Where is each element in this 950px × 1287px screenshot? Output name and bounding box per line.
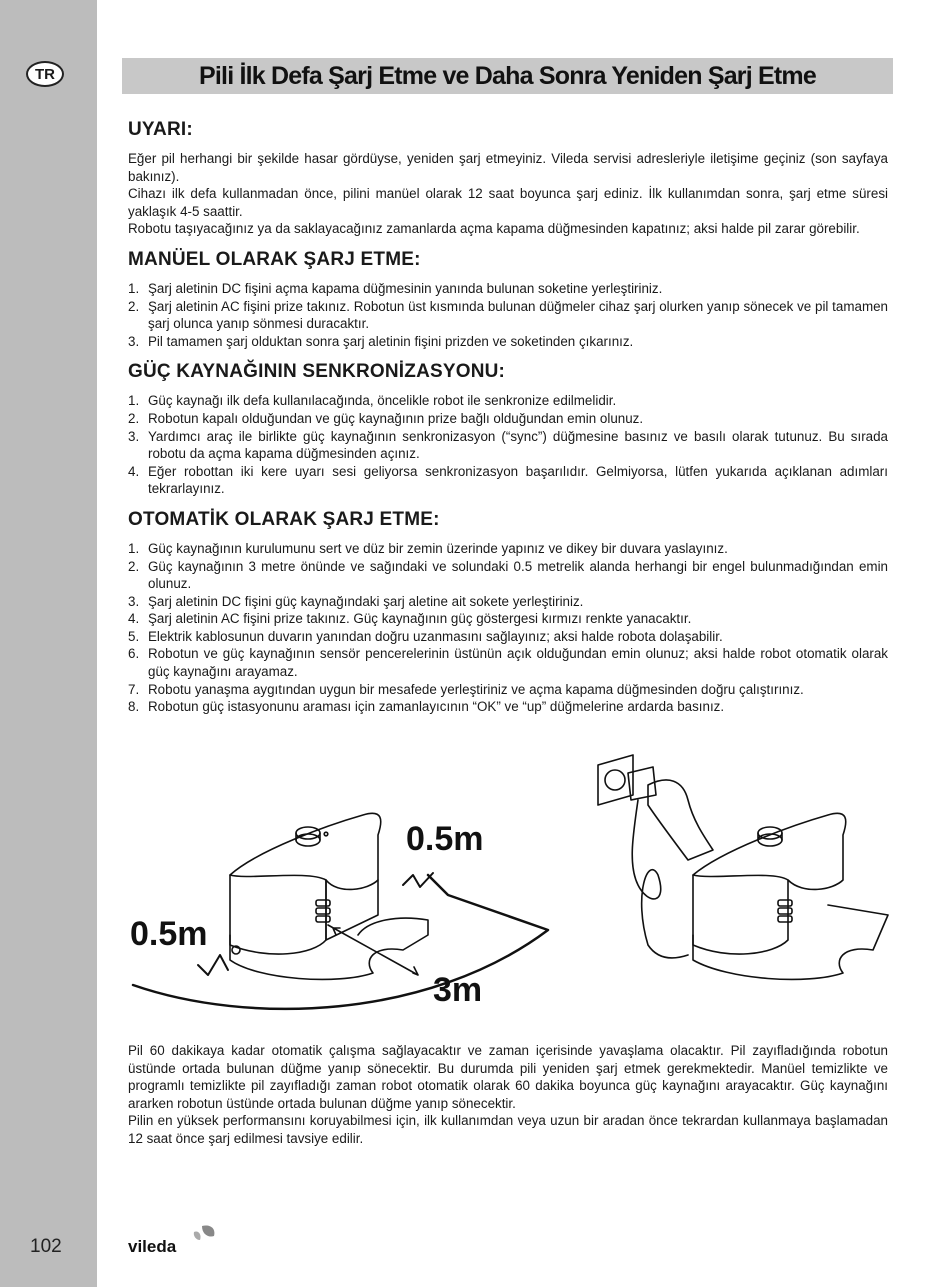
item-text: Eğer robottan iki kere uyarı sesi geliyorsa senkronizasyon başarılıdır. Gelmiyorsa, lütfen yukarıda açıklanan adımları tekrarlayınız. xyxy=(148,463,888,497)
list-item xyxy=(128,392,888,410)
label-front: 3m xyxy=(433,971,483,1009)
item-number: 2. xyxy=(128,410,140,426)
item-number: 3. xyxy=(128,333,140,349)
item-text: Yardımcı araç ile birlikte güç kaynağının senkronizasyon (“sync”) düğmesine basınız ve basılı olarak tutunuz. Bu sırada robotu da açma kapama düğmesinden açınız. xyxy=(148,428,888,462)
warning-paragraph: Cihazı ilk defa kullanmadan önce, pilini manüel olarak 12 saat boyunca şarj ediniz. İlk kullanımdan sonra, şarj etme süresi yaklaşık 4-5 saattir. xyxy=(128,186,888,219)
closing-paragraph: Pilin en yüksek performansını koruyabilmesi için, ilk kullanımdan veya uzun bir aradan önce tekrardan kullanmaya başlamadan 12 saat önce şarj edilmesi tavsiye edilir. xyxy=(128,1113,888,1146)
station-body-right xyxy=(693,875,788,954)
item-text: Şarj aletinin AC fişini prize takınız. Robotun üst kısmında bulunan düğmeler cihaz şarj olurken yanıp sönecek ve pil tamamen şarj olunca yanıp sönmesi duracaktır. xyxy=(148,298,888,332)
manual-charge-section xyxy=(128,248,888,350)
station-top xyxy=(230,813,381,889)
charging-station-illustration xyxy=(128,745,893,1015)
station-base xyxy=(230,918,428,979)
item-text: Robotun ve güç kaynağının sensör pencerelerinin üstünün açık olduğundan emin olunuz; aksi halde robot otomatik olarak güç kaynağını arayamaz. xyxy=(148,646,888,680)
item-text: Şarj aletinin AC fişini prize takınız. Güç kaynağının güç göstergesi kırmızı renkte yanacaktır. xyxy=(148,611,692,627)
item-text: Elektrik kablosunun duvarın yanından doğru uzanmasını sağlayınız; aksi halde robota dolaşabilir. xyxy=(148,628,723,644)
leaf-icon xyxy=(202,1225,214,1236)
manual-charge-heading: MANÜEL OLARAK ŞARJ ETME: xyxy=(128,248,421,270)
list-item xyxy=(128,463,888,498)
list-item xyxy=(128,681,888,699)
item-number: 8. xyxy=(128,699,140,715)
list-item xyxy=(128,593,888,611)
sync-section xyxy=(128,360,888,498)
list-item xyxy=(128,298,888,333)
item-number: 3. xyxy=(128,428,140,444)
station-body xyxy=(230,875,326,954)
item-text: Güç kaynağının kurulumunu sert ve düz bir zemin üzerinde yapınız ve dikey bir duvara yaslayınız. xyxy=(148,540,728,556)
language-badge: TR xyxy=(26,61,64,87)
list-item xyxy=(128,645,888,680)
sync-heading: GÜÇ KAYNAĞININ SENKRONİZASYONU: xyxy=(128,361,506,383)
station-top-right xyxy=(693,813,846,889)
item-text: Robotu yanaşma aygıtından uygun bir mesafede yerleştiriniz ve açma kapama düğmesinden doğru çalıştırınız. xyxy=(148,681,804,697)
sidebar xyxy=(0,0,97,1287)
auto-charge-list xyxy=(128,540,888,716)
item-text: Güç kaynağı ilk defa kullanılacağında, öncelikle robot ile senkronize edilmelidir. xyxy=(148,393,617,409)
auto-charge-section xyxy=(128,508,888,716)
list-item xyxy=(128,540,888,558)
item-number: 3. xyxy=(128,593,140,609)
item-number: 5. xyxy=(128,628,140,644)
item-number: 1. xyxy=(128,393,140,409)
zigzag-left xyxy=(198,955,228,975)
item-text: Pil tamamen şarj olduktan sonra şarj aletinin fişini prizden ve soketinden çıkarınız. xyxy=(148,333,634,349)
page-title: Pili İlk Defa Şarj Etme ve Daha Sonra Yeniden Şarj Etme xyxy=(199,61,816,90)
item-text: Robotun kapalı olduğundan ve güç kaynağının prize bağlı olduğundan emin olunuz. xyxy=(148,410,644,426)
list-item xyxy=(128,410,888,428)
item-number: 2. xyxy=(128,558,140,574)
manual-charge-list xyxy=(128,280,888,350)
page-number: 102 xyxy=(30,1236,62,1257)
list-item xyxy=(128,628,888,646)
list-item xyxy=(128,333,888,351)
station-button xyxy=(296,834,320,846)
item-number: 1. xyxy=(128,280,140,296)
hand xyxy=(648,780,713,860)
sync-list xyxy=(128,392,888,498)
list-item xyxy=(128,558,888,593)
wall-socket xyxy=(598,755,633,805)
item-number: 2. xyxy=(128,298,140,314)
vileda-logo xyxy=(128,1222,218,1258)
list-item xyxy=(128,428,888,463)
title-bar xyxy=(122,58,893,94)
warning-section xyxy=(128,118,888,238)
item-number: 7. xyxy=(128,681,140,697)
closing-notes xyxy=(128,1042,888,1148)
item-number: 1. xyxy=(128,540,140,556)
item-text: Robotun güç istasyonunu araması için zamanlayıcının “OK” ve “up” düğmelerine ardarda basınız. xyxy=(148,699,725,715)
warning-paragraph: Eğer pil herhangi bir şekilde hasar gördüyse, yeniden şarj etmeyiniz. Vileda servisi adresleriyle iletişime geçiniz (son sayfaya bakınız). xyxy=(128,151,888,184)
item-text: Güç kaynağının 3 metre önünde ve sağındaki ve solundaki 0.5 metrelik alanda herhangi bir engel bulunmadığından emin olunuz. xyxy=(148,558,888,592)
item-number: 4. xyxy=(128,611,140,627)
item-text: Şarj aletinin DC fişini güç kaynağındaki şarj aletine ait sokete yerleştiriniz. xyxy=(148,593,584,609)
list-item xyxy=(128,610,888,628)
warning-paragraph: Robotu taşıyacağınız ya da saklayacağınız zamanlarda açma kapama düğmesinden kapatınız; aksi halde pil zarar görebilir. xyxy=(128,221,860,237)
list-item xyxy=(128,280,888,298)
auto-charge-heading: OTOMATİK OLARAK ŞARJ ETME: xyxy=(128,508,440,530)
label-side-right: 0.5m xyxy=(406,820,484,858)
item-number: 6. xyxy=(128,646,140,662)
logo-text: vileda xyxy=(128,1237,177,1256)
power-cable xyxy=(632,800,688,958)
label-side-left: 0.5m xyxy=(130,915,208,953)
item-text: Şarj aletinin DC fişini açma kapama düğmesinin yanında bulunan soketine yerleştiriniz. xyxy=(148,280,663,296)
list-item xyxy=(128,698,888,716)
warning-heading: UYARI: xyxy=(128,119,193,140)
closing-paragraph: Pil 60 dakikaya kadar otomatik çalışma sağlayacaktır ve zaman içerisinde yavaşlama olacaktır. Pil zayıfladığında robotun üstünde ortada bulunan düğme yanıp sönecektir. Bu durumda pili yeniden şarj etmek gerekmektedir. Manüel temizlikte ve programlı temizlikte pil zayıfladığı zaman robot otomatik olarak 60 dakika boyunca güç kaynağını arayacaktır. Güç kaynağını ararken robotun üstünde ortada bulunan düğme yanıp sönecektir. xyxy=(128,1043,888,1111)
item-number: 4. xyxy=(128,463,140,479)
main-content xyxy=(128,118,888,726)
